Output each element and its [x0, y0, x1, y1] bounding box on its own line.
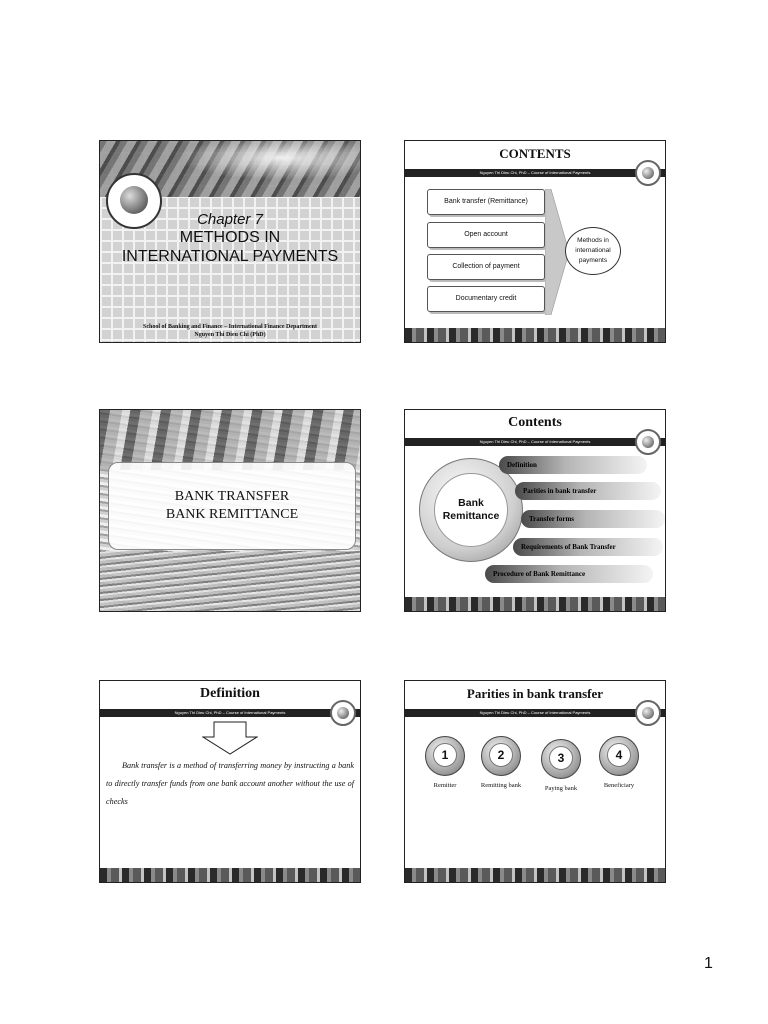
globe-icon	[120, 186, 148, 214]
party-number-badge	[541, 739, 581, 779]
title-block	[100, 211, 360, 266]
party-paying-bank	[537, 739, 585, 793]
corner-globe-icon	[330, 700, 356, 726]
method-box: Documentary credit	[427, 286, 545, 312]
party-number-badge	[425, 736, 465, 776]
definition-text: Bank transfer is a method of transferring money by instructing a bank to directly transfer funds from one bank account another without the use of checks	[106, 761, 354, 806]
party-label: Paying bank	[544, 785, 578, 792]
section-title-line-2: BANK REMITTANCE	[165, 507, 299, 522]
section-title-panel	[108, 462, 356, 550]
contents-item: Transfer forms	[521, 510, 665, 528]
corner-globe-icon	[635, 700, 661, 726]
party-number: 2	[489, 743, 513, 767]
page-number: 1	[704, 955, 713, 972]
corner-globe-icon	[635, 429, 661, 455]
footer-strip	[405, 328, 665, 342]
slide-definition	[99, 680, 361, 883]
author-bar: Nguyen Thi Dieu Chi, PhD – Course of International Payments	[405, 709, 665, 717]
contents-item: Parities in bank transfer	[515, 482, 661, 500]
slide-bank-transfer	[99, 409, 361, 612]
contents-item: Requirements of Bank Transfer	[513, 538, 663, 556]
party-number: 4	[607, 743, 631, 767]
contents-item: Procedure of Bank Remittance	[485, 565, 653, 583]
party-number: 1	[433, 743, 457, 767]
slide-title-chapter	[99, 140, 361, 343]
title-line-1: METHODS IN	[179, 229, 281, 246]
methods-circle: Methods in international payments	[565, 227, 621, 275]
slide-title: Parities in bank transfer	[466, 686, 604, 701]
method-box: Collection of payment	[427, 254, 545, 280]
footer-strip	[405, 868, 665, 882]
party-number-badge	[599, 736, 639, 776]
slide-title: Definition	[200, 686, 260, 701]
department-line: School of Banking and Finance – International Finance Department	[142, 324, 317, 330]
party-remitting-bank	[477, 736, 525, 790]
author-bar: Nguyen Thi Dieu Chi, PhD – Course of International Payments	[405, 438, 665, 446]
slide-title: CONTENTS	[499, 146, 571, 161]
footer-strip	[405, 597, 665, 611]
slide-title: Contents	[508, 415, 562, 430]
remittance-circle-label	[434, 473, 508, 547]
author-line: Nguyen Thi Dieu Chi (PhD)	[194, 332, 266, 338]
party-beneficiary	[595, 736, 643, 790]
money-photo-top	[100, 410, 360, 470]
chapter-label: Chapter 7	[197, 211, 263, 228]
party-label: Beneficiary	[603, 782, 635, 789]
party-remitter	[421, 736, 469, 790]
footer-strip	[100, 868, 360, 882]
section-title-line-1: BANK TRANSFER	[174, 489, 290, 504]
author-bar: Nguyen Thi Dieu Chi, PhD – Course of International Payments	[100, 709, 360, 717]
author-bar: Nguyen Thi Dieu Chi, PhD – Course of International Payments	[405, 169, 665, 177]
method-box: Bank transfer (Remittance)	[427, 189, 545, 215]
party-number-badge	[481, 736, 521, 776]
slide-contents	[404, 140, 666, 343]
contents-item: Definition	[499, 456, 647, 474]
party-number: 3	[549, 746, 573, 770]
money-photo-bottom	[100, 551, 360, 611]
circle-line-2: Remittance	[442, 510, 500, 522]
slide-contents-remittance	[404, 409, 666, 612]
party-label: Remitter	[433, 782, 457, 789]
method-box: Open account	[427, 222, 545, 248]
title-footer	[100, 323, 360, 339]
corner-globe-icon	[635, 160, 661, 186]
circle-line-1: Bank	[458, 497, 484, 509]
down-arrow-icon	[202, 721, 258, 755]
slide-parities	[404, 680, 666, 883]
party-label: Remitting bank	[480, 782, 522, 789]
title-line-2: INTERNATIONAL PAYMENTS	[121, 248, 339, 265]
